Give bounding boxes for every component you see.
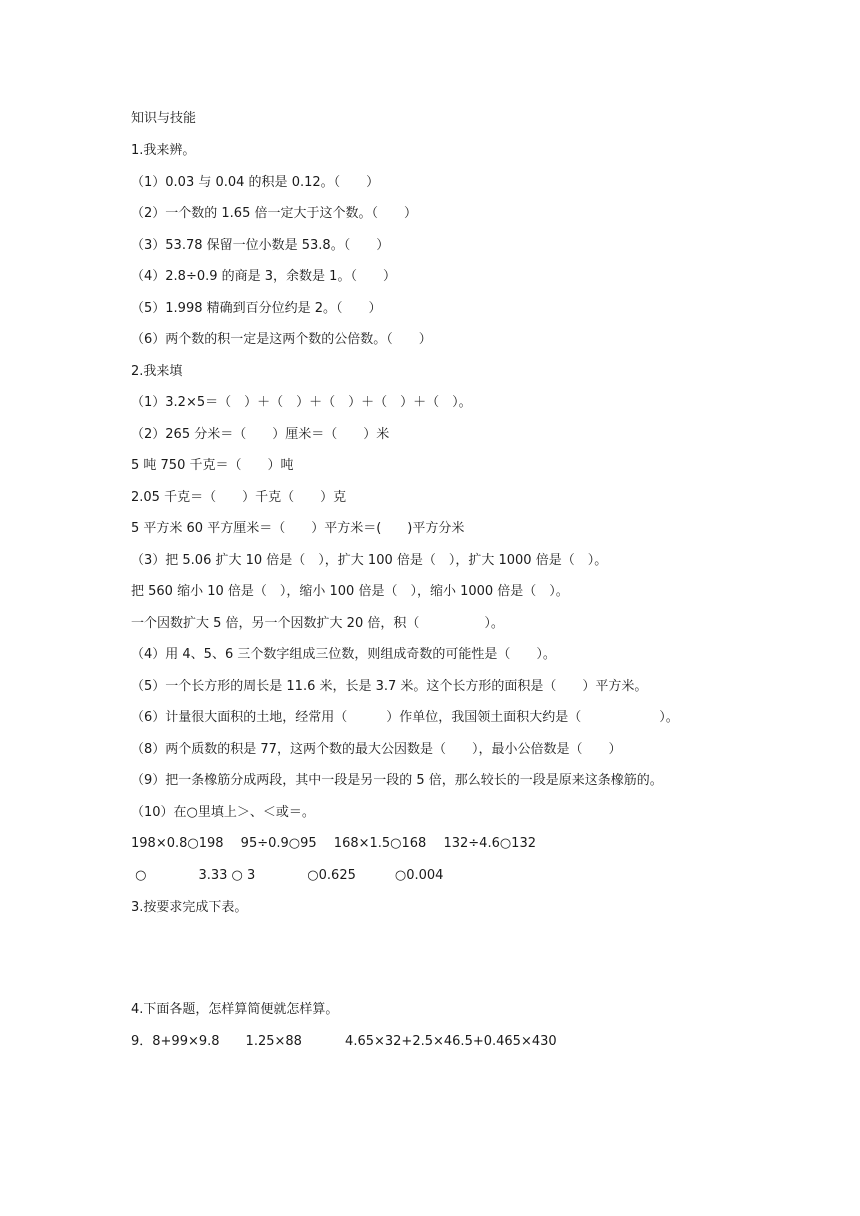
- question-item: 2.05 千克＝（ ）千克（ ）克: [131, 490, 347, 505]
- section-title: 知识与技能: [131, 111, 197, 126]
- question-item: （2）265 分米＝（ ）厘米＝（ ）米: [131, 427, 390, 442]
- question-item: （2）一个数的 1.65 倍一定大于这个数。（ ）: [131, 206, 417, 221]
- question-heading: 2.我来填: [131, 364, 183, 379]
- question-item: （6）计量很大面积的土地，经常用（ ）作单位，我国领土面积大约是（ ）。: [131, 710, 679, 725]
- question-item: 一个因数扩大 5 倍，另一个因数扩大 20 倍，积（ ）。: [131, 616, 504, 631]
- comparison-row: 198×0.8○198 95÷0.9○95 168×1.5○168 132÷4.6○132: [131, 836, 536, 851]
- question-item: （3）把 5.06 扩大 10 倍是（ ），扩大 100 倍是（ ），扩大 1000 倍是（ ）。: [131, 553, 608, 568]
- question-item: （6）两个数的积一定是这两个数的公倍数。（ ）: [131, 332, 432, 347]
- question-item: （1）3.2×5＝（ ）＋（ ）＋（ ）＋（ ）＋（ ）。: [131, 395, 472, 410]
- question-item: （5）1.998 精确到百分位约是 2。（ ）: [131, 301, 382, 316]
- question-item: （4）2.8÷0.9 的商是 3，余数是 1。（ ）: [131, 269, 396, 284]
- question-item: （1）0.03 与 0.04 的积是 0.12。（ ）: [131, 175, 380, 190]
- calculation-row: 9．8+99×9.8 1.25×88 4.65×32+2.5×46.5+0.465×430: [131, 1034, 557, 1049]
- question-item: （3）53.78 保留一位小数是 53.8。（ ）: [131, 238, 390, 253]
- question-item: 把 560 缩小 10 倍是（ ），缩小 100 倍是（ ），缩小 1000 倍是（ ）。: [131, 584, 569, 599]
- question-item: （9）把一条橡筋分成两段，其中一段是另一段的 5 倍，那么较长的一段是原来这条橡筋的。: [131, 773, 663, 788]
- question-item: 5 吨 750 千克＝（ ）吨: [131, 458, 294, 473]
- question-item: （5）一个长方形的周长是 11.6 米，长是 3.7 米。这个长方形的面积是（ ）平方米。: [131, 679, 648, 694]
- question-item: （8）两个质数的积是 77，这两个数的最大公因数是（ ），最小公倍数是（ ）: [131, 742, 622, 757]
- question-item: 5 平方米 60 平方厘米＝（ ）平方米＝( )平方分米: [131, 521, 465, 536]
- question-item: （4）用 4、5、6 三个数字组成三位数，则组成奇数的可能性是（ ）。: [131, 647, 556, 662]
- comparison-row: ○ 3.33 ○ 3 ○0.625 ○0.004: [131, 868, 444, 883]
- question-heading: 1.我来辨。: [131, 143, 196, 158]
- question-heading: 4.下面各题，怎样算简便就怎样算。: [131, 1002, 339, 1017]
- question-heading: 3.按要求完成下表。: [131, 900, 248, 915]
- question-item: （10）在○里填上＞、＜或＝。: [131, 805, 315, 820]
